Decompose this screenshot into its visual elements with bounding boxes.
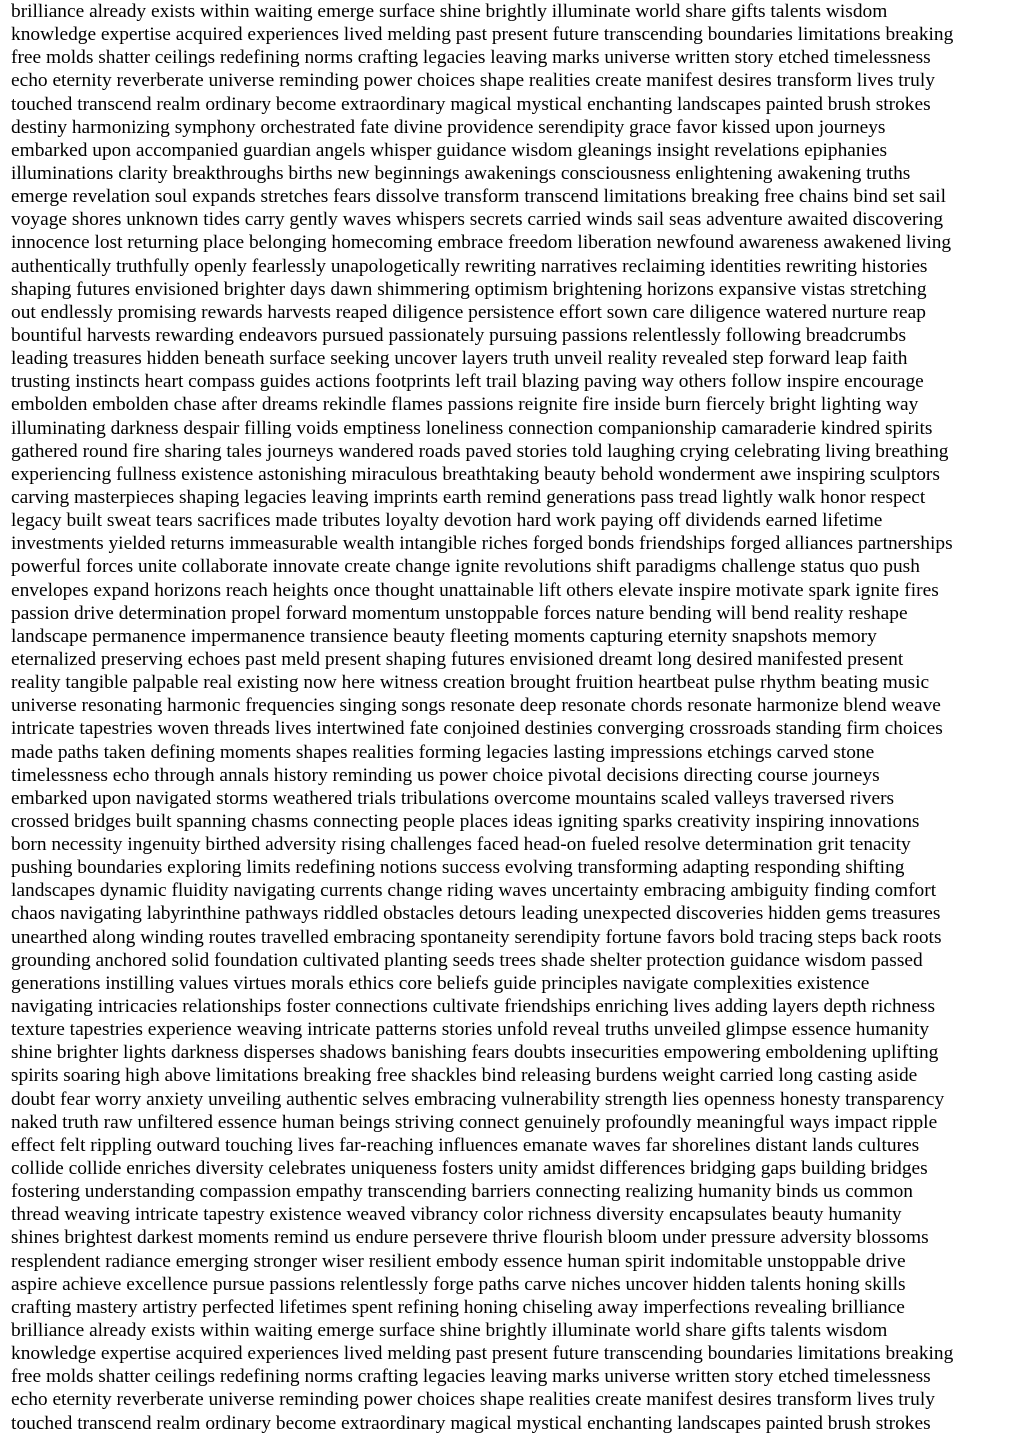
text-line: bountiful harvests rewarding endeavors pursued passionately pursuing passions relentlessly following breadcrumbs: [11, 324, 907, 346]
text-line: naked truth raw unfiltered essence human beings striving connect genuinely profoundly meaningful ways impact ripple: [11, 1111, 938, 1133]
text-line: illuminations clarity breakthroughs births new beginnings awakenings consciousness enlightening awakening truths: [11, 162, 911, 184]
text-line: embarked upon accompanied guardian angels whisper guidance wisdom gleanings insight revelations epiphanies: [11, 139, 888, 161]
text-line: pushing boundaries exploring limits redefining notions success evolving transforming adapting responding shifting: [11, 857, 905, 879]
text-line: brilliance already exists within waiting emerge surface shine brightly illuminate world share gifts talents wisdom: [11, 1, 888, 22]
text-line: illuminating darkness despair filling voids emptiness loneliness connection companionship camaraderie kindred spirits: [11, 417, 933, 439]
text-line: chaos navigating labyrinthine pathways riddled obstacles detours leading unexpected discoveries hidden gems treasures: [11, 903, 941, 925]
text-line: landscape permanence impermanence transience beauty fleeting moments capturing eternity snapshots memory: [11, 625, 877, 647]
text-line: embolden embolden chase after dreams rekindle flames passions reignite fire inside burn fiercely bright lighting way: [11, 394, 919, 416]
text-line: spirits soaring high above limitations breaking free shackles bind releasing burdens weight carried long casting aside: [11, 1065, 918, 1087]
text-line: experiencing fullness existence astonishing miraculous breathtaking beauty behold wonderment awe inspiring sculptors: [11, 463, 940, 485]
text-line: legacy built sweat tears sacrifices made tributes loyalty devotion hard work paying off dividends earned lifetime: [11, 510, 883, 532]
text-line: intricate tapestries woven threads lives intertwined fate conjoined destinies converging crossroads standing firm choices: [11, 718, 943, 740]
text-line: touched transcend realm ordinary become extraordinary magical mystical enchanting landscapes painted brush strokes: [11, 1412, 931, 1434]
text-line: free molds shatter ceilings redefining norms crafting legacies leaving marks universe written story etched timelessness: [11, 1366, 931, 1388]
text-line: out endlessly promising rewards harvests reaped diligence persistence effort sown care diligence watered nurture reap: [11, 301, 926, 323]
text-line: shine brighter lights darkness disperses shadows banishing fears doubts insecurities empowering emboldening uplifting: [11, 1042, 939, 1064]
text-line: doubt fear worry anxiety unveiling authentic selves embracing vulnerability strength lies openness honesty transparency: [11, 1088, 945, 1110]
text-line: leading treasures hidden beneath surface seeking uncover layers truth unveil reality revealed step forward leap faith: [11, 348, 908, 370]
text-line: echo eternity reverberate universe reminding power choices shape realities create manifest desires transform lives truly: [11, 1389, 935, 1411]
text-line: carving masterpieces shaping legacies leaving imprints earth remind generations pass tread lightly walk honor respect: [11, 486, 926, 508]
text-line: knowledge expertise acquired experiences lived melding past present future transcending boundaries limitations breaking: [11, 1343, 954, 1365]
text-line: free molds shatter ceilings redefining norms crafting legacies leaving marks universe written story etched timelessness: [11, 47, 931, 69]
text-line: brilliance already exists within waiting emerge surface shine brightly illuminate world share gifts talents wisdom: [11, 1320, 888, 1342]
text-line: landscapes dynamic fluidity navigating currents change riding waves uncertainty embracing ambiguity finding comfort: [11, 880, 937, 902]
text-line: texture tapestries experience weaving intricate patterns stories unfold reveal truths unveiled glimpse essence humanity: [11, 1019, 930, 1041]
text-line: innocence lost returning place belonging homecoming embrace freedom liberation newfound awareness awakened living: [11, 232, 952, 254]
text-line: unearthed along winding routes travelled embracing spontaneity serendipity fortune favors bold tracing steps back roots: [11, 926, 942, 948]
text-line: embarked upon navigated storms weathered trials tribulations overcome mountains scaled valleys traversed rivers: [11, 787, 895, 809]
text-line: touched transcend realm ordinary become extraordinary magical mystical enchanting landscapes painted brush strokes: [11, 93, 931, 115]
text-line: made paths taken defining moments shapes realities forming legacies lasting impressions etchings carved stone: [11, 741, 875, 763]
text-line: generations instilling values virtues morals ethics core beliefs guide principles navigate complexities existence: [11, 972, 870, 994]
text-line: timelessness echo through annals history reminding us power choice pivotal decisions directing course journeys: [11, 764, 880, 786]
text-line: knowledge expertise acquired experiences lived melding past present future transcending boundaries limitations breaking: [11, 24, 954, 46]
text-line: navigating intricacies relationships foster connections cultivate friendships enriching lives adding layers depth richness: [11, 996, 936, 1018]
text-line: gathered round fire sharing tales journeys wandered roads paved stories told laughing crying celebrating living breathing: [11, 440, 949, 462]
text-line: eternalized preserving echoes past meld present shaping futures envisioned dreamt long desired manifested present: [11, 648, 904, 670]
text-line: destiny harmonizing symphony orchestrated fate divine providence serendipity grace favor kissed upon journeys: [11, 116, 886, 138]
text-line: thread weaving intricate tapestry existence weaved vibrancy color richness diversity encapsulates beauty humanity: [11, 1204, 902, 1226]
text-line: crafting mastery artistry perfected lifetimes spent refining honing chiseling away imperfections revealing brilliance: [11, 1296, 905, 1318]
text-line: trusting instincts heart compass guides actions footprints left trail blazing paving way others follow inspire encourage: [11, 371, 924, 393]
text-line: passion drive determination propel forward momentum unstoppable forces nature bending will bend reality reshape: [11, 602, 908, 624]
text-line: universe resonating harmonic frequencies singing songs resonate deep resonate chords resonate harmonize blend weave: [11, 695, 941, 717]
text-line: aspire achieve excellence pursue passions relentlessly forge paths carve niches uncover hidden talents honing skills: [11, 1273, 906, 1295]
text-line: shaping futures envisioned brighter days dawn shimmering optimism brightening horizons expansive vistas stretching: [11, 278, 927, 300]
text-line: shines brightest darkest moments remind us endure persevere thrive flourish bloom under pressure adversity blossoms: [11, 1227, 929, 1249]
text-line: reality tangible palpable real existing now here witness creation brought fruition heartbeat pulse rhythm beating music: [11, 672, 930, 694]
text-line: resplendent radiance emerging stronger wiser resilient embody essence human spirit indomitable unstoppable drive: [11, 1250, 906, 1272]
text-line: authentically truthfully openly fearlessly unapologetically rewriting narratives reclaiming identities rewriting histories: [11, 255, 928, 277]
text-line: echo eternity reverberate universe reminding power choices shape realities create manifest desires transform lives truly: [11, 70, 935, 92]
text-line: voyage shores unknown tides carry gently waves whispers secrets carried winds sail seas adventure awaited discovering: [11, 209, 944, 231]
text-line: effect felt rippling outward touching lives far-reaching influences emanate waves far shorelines distant lands cultures: [11, 1134, 920, 1156]
text-line: envelopes expand horizons reach heights once thought unattainable lift others elevate inspire motivate spark ignite fires: [11, 579, 939, 601]
text-line: investments yielded returns immeasurable wealth intangible riches forged bonds friendships forged alliances partnerships: [11, 533, 953, 555]
text-line: crossed bridges built spanning chasms connecting people places ideas igniting sparks creativity inspiring innovations: [11, 810, 920, 832]
text-line: powerful forces unite collaborate innovate create change ignite revolutions shift paradigms challenge status quo push: [11, 556, 920, 578]
text-line: fostering understanding compassion empathy transcending barriers connecting realizing humanity binds us common: [11, 1181, 913, 1203]
text-line: emerge revelation soul expands stretches fears dissolve transform transcend limitations breaking free chains bind set sail: [11, 186, 946, 208]
text-line: collide collide enriches diversity celebrates uniqueness fosters unity amidst differences bridging gaps building bridges: [11, 1158, 928, 1180]
text-line: grounding anchored solid foundation cultivated planting seeds trees shade shelter protection guidance wisdom passed: [11, 949, 923, 971]
text-line: born necessity ingenuity birthed adversity rising challenges faced head-on fueled resolve determination grit tenacity: [11, 834, 911, 856]
